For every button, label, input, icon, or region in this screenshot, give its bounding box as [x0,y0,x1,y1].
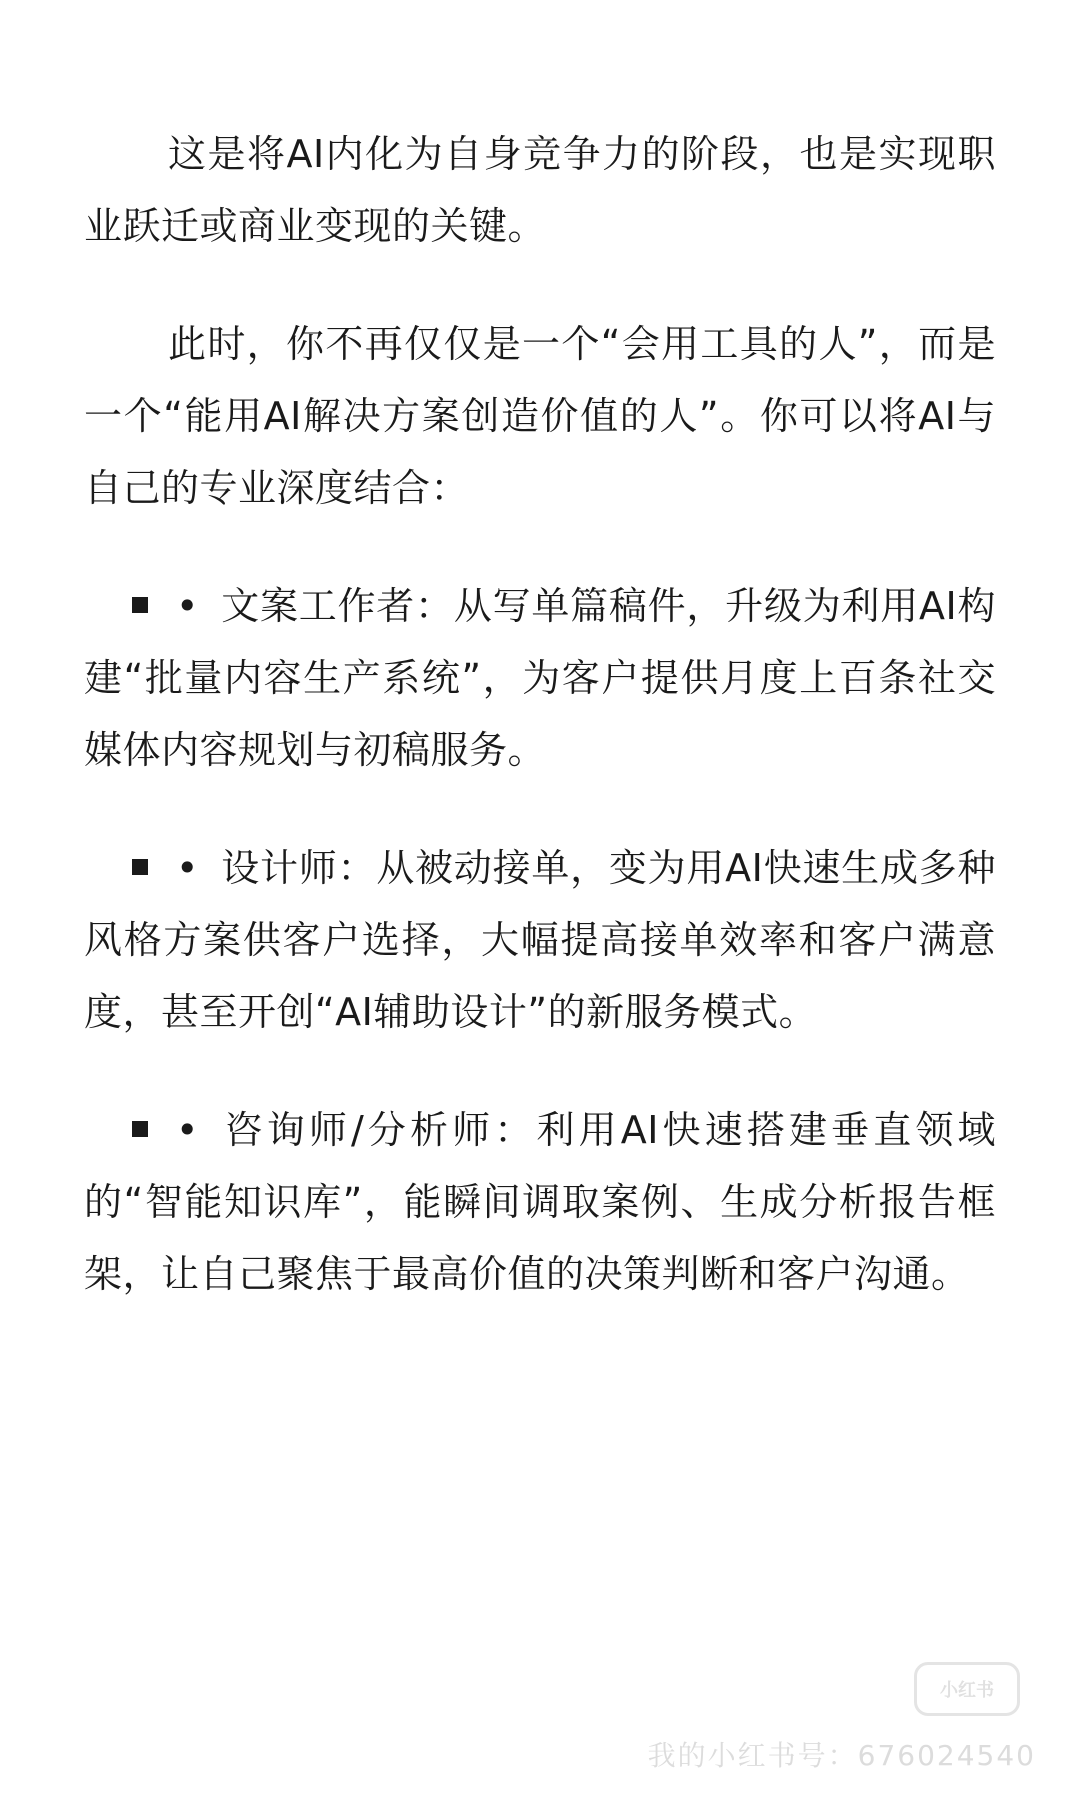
watermark-logo: 小红书 [914,1662,1020,1716]
dot-marker: • [176,584,199,628]
list-item [84,1094,996,1310]
paragraph-intro: 这是将AI内化为自身竞争力的阶段，也是实现职业跃迁或商业变现的关键。 [84,132,996,248]
paragraph-combine: 此时，你不再仅仅是一个“会用工具的人”，而是一个“能用AI解决方案创造价值的人”。你可以将AI与自己的专业深度结合： [84,322,996,510]
list-item-text: 文案工作者：从写单篇稿件，升级为利用AI构建“批量内容生产系统”，为客户提供月度上百条社交媒体内容规划与初稿服务。 [84,584,996,772]
list-item [84,570,996,786]
square-bullet-icon [132,1121,148,1137]
dot-marker: • [176,846,199,890]
watermark-text: 我的小红书号：676024540 [647,1739,1036,1772]
square-bullet-icon [132,597,148,613]
square-bullet-icon [132,859,148,875]
list-item [84,832,996,1048]
list-item-text: 设计师：从被动接单，变为用AI快速生成多种风格方案供客户选择，大幅提高接单效率和客户满意度，甚至开创“AI辅助设计”的新服务模式。 [84,846,996,1034]
article-body [84,118,996,1356]
list-item-text: 咨询师/分析师：利用AI快速搭建垂直领域的“智能知识库”，能瞬间调取案例、生成分析报告框架，让自己聚焦于最高价值的决策判断和客户沟通。 [84,1108,996,1296]
dot-marker: • [176,1108,199,1152]
